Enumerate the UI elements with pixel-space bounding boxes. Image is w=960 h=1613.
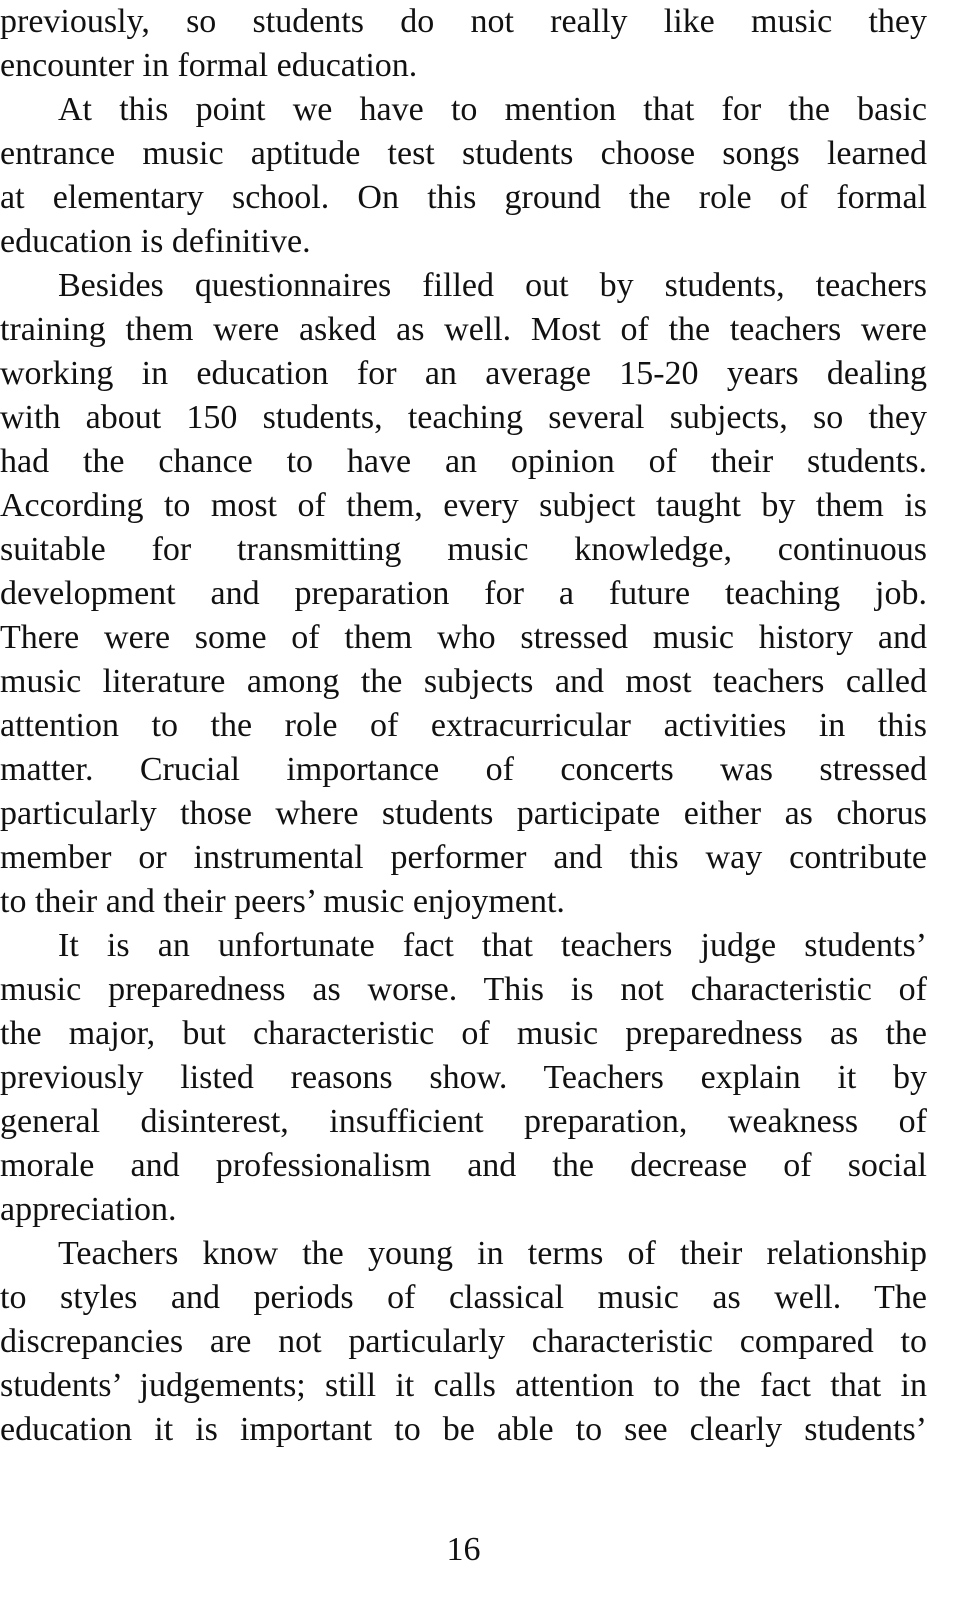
text-line: general disinterest, insufficient preparation, weakness of [0,1103,927,1140]
text-line: According to most of them, every subject taught by them is [0,487,927,524]
text-line: Teachers know the young in terms of their relationship [58,1235,927,1272]
text-line: morale and professionalism and the decrease of social [0,1147,927,1184]
text-line: It is an unfortunate fact that teachers judge students’ [58,927,927,964]
text-line: the major, but characteristic of music preparedness as the [0,1015,927,1052]
text-line: attention to the role of extracurricular activities in this [0,707,927,744]
text-line: suitable for transmitting music knowledge, continuous [0,531,927,568]
text-line: There were some of them who stressed music history and [0,619,927,656]
text-line: music literature among the subjects and most teachers called [0,663,927,700]
text-line: particularly those where students participate either as chorus [0,795,927,832]
page-number: 16 [446,1531,481,1568]
text-line: development and preparation for a future teaching job. [0,575,927,612]
text-line: music preparedness as worse. This is not characteristic of [0,971,927,1008]
text-line: education is definitive. [0,223,311,260]
text-line: at elementary school. On this ground the role of formal [0,179,927,216]
text-line: member or instrumental performer and this way contribute [0,839,927,876]
text-line: training them were asked as well. Most of the teachers were [0,311,927,348]
text-line: discrepancies are not particularly characteristic compared to [0,1323,927,1360]
text-line: with about 150 students, teaching several subjects, so they [0,399,927,436]
text-line: matter. Crucial importance of concerts was stressed [0,751,927,788]
text-line: working in education for an average 15-20 years dealing [0,355,927,392]
text-line: previously, so students do not really like music they [0,3,927,40]
text-line: had the chance to have an opinion of their students. [0,443,927,480]
text-line: to their and their peers’ music enjoyment. [0,883,565,920]
text-line: to styles and periods of classical music as well. The [0,1279,927,1316]
text-line: Besides questionnaires filled out by students, teachers [58,267,927,304]
text-line: students’ judgements; still it calls attention to the fact that in [0,1367,927,1404]
text-line: previously listed reasons show. Teachers explain it by [0,1059,927,1096]
text-line: At this point we have to mention that for the basic [58,91,927,128]
text-line: appreciation. [0,1191,177,1228]
text-line: entrance music aptitude test students choose songs learned [0,135,927,172]
text-line: education it is important to be able to see clearly students’ [0,1411,927,1448]
text-line: encounter in formal education. [0,47,418,84]
